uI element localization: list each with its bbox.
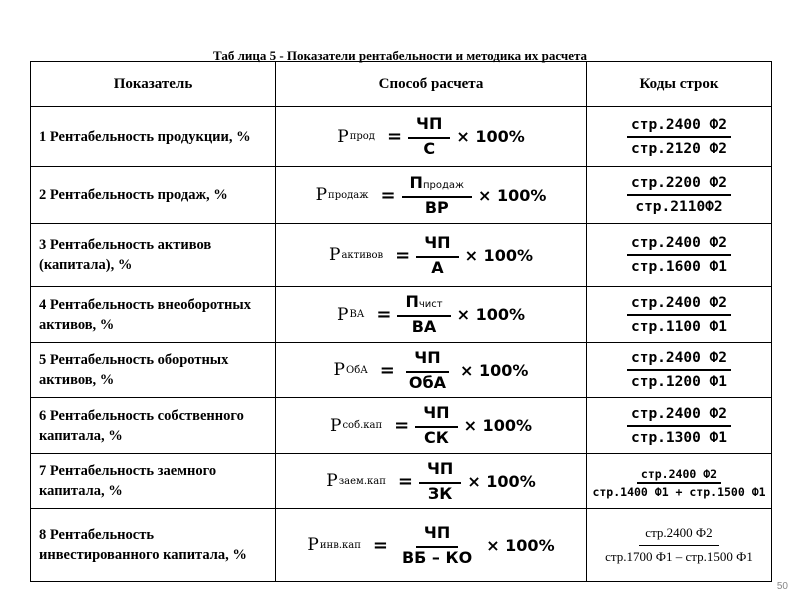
formula-cell bbox=[276, 167, 587, 224]
numerator: ЧП bbox=[406, 349, 448, 373]
codes-cell bbox=[587, 287, 772, 343]
fraction bbox=[419, 460, 461, 503]
multiplier: × 100% bbox=[478, 185, 547, 205]
denominator: А bbox=[431, 257, 444, 277]
formula-symbol: Р bbox=[326, 471, 338, 491]
code-denominator: стр.1400 Ф1 + стр.1500 Ф1 bbox=[592, 484, 766, 499]
codes-cell bbox=[587, 398, 772, 454]
code-denominator: стр.1200 Ф1 bbox=[630, 374, 728, 390]
formula-subscript: соб.кап bbox=[342, 420, 383, 431]
numerator: ЧП bbox=[408, 115, 450, 139]
numerator: Ппродаж bbox=[402, 174, 472, 198]
formula-cell bbox=[276, 107, 587, 167]
profitability-table bbox=[30, 61, 772, 582]
equals-sign: = bbox=[386, 126, 403, 147]
indicator-name: 6 Рентабельность собственного капитала, % bbox=[31, 398, 276, 454]
numerator: Пчист bbox=[397, 293, 450, 317]
denominator: ВА bbox=[411, 317, 437, 336]
equals-sign: = bbox=[379, 359, 395, 381]
table-caption: Таб лица 5 - Показатели рентабельности и методика их расчета bbox=[212, 48, 588, 63]
code-numerator: стр.2400 Ф2 bbox=[627, 116, 731, 138]
denominator: ВР bbox=[424, 197, 449, 217]
code-fraction bbox=[601, 524, 757, 566]
table-row bbox=[31, 167, 772, 224]
fraction bbox=[408, 115, 450, 158]
code-numerator: стр.2200 Ф2 bbox=[627, 174, 731, 196]
formula-symbol: Р bbox=[333, 360, 345, 380]
formula bbox=[307, 524, 554, 567]
codes-cell bbox=[587, 224, 772, 287]
equals-sign: = bbox=[397, 470, 413, 492]
table-header-row bbox=[31, 62, 772, 107]
code-numerator: стр.2400 Ф2 bbox=[627, 405, 731, 427]
column-header-method: Способ расчета bbox=[276, 62, 587, 107]
code-fraction bbox=[627, 405, 731, 447]
equals-sign: = bbox=[376, 304, 392, 325]
code-fraction bbox=[627, 294, 731, 336]
formula-symbol: Р bbox=[307, 535, 319, 555]
code-numerator: стр.2400 Ф2 bbox=[637, 468, 721, 484]
code-denominator: стр.2110Ф2 bbox=[635, 199, 723, 215]
numerator: ЧП bbox=[419, 460, 461, 484]
formula-subscript: инв.кап bbox=[319, 539, 361, 551]
code-fraction bbox=[627, 349, 731, 391]
formula bbox=[334, 349, 529, 392]
formula-subscript: прод bbox=[349, 131, 375, 142]
code-fraction bbox=[627, 116, 731, 158]
indicator-name: 1 Рентабельность продукции, % bbox=[31, 107, 276, 167]
denominator: С bbox=[423, 139, 436, 158]
formula-cell bbox=[276, 343, 587, 398]
denominator: СК bbox=[424, 428, 449, 447]
formula-cell bbox=[276, 287, 587, 343]
codes-cell bbox=[587, 107, 772, 167]
equals-sign: = bbox=[395, 244, 411, 266]
table-row bbox=[31, 287, 772, 343]
numerator: ЧП bbox=[416, 234, 458, 258]
formula-cell bbox=[276, 454, 587, 509]
table-row bbox=[31, 224, 772, 287]
formula bbox=[337, 293, 525, 336]
codes-cell bbox=[587, 454, 772, 509]
code-numerator: стр.2400 Ф2 bbox=[627, 349, 731, 371]
formula-subscript: заем.кап bbox=[338, 475, 386, 487]
indicator-name: 5 Рентабельность оборотных активов, % bbox=[31, 343, 276, 398]
code-fraction bbox=[627, 174, 731, 216]
denominator: ЗК bbox=[427, 483, 453, 503]
multiplier: × 100% bbox=[463, 416, 532, 435]
denominator: ОбА bbox=[408, 372, 447, 392]
formula bbox=[329, 234, 533, 277]
equals-sign: = bbox=[380, 184, 396, 206]
indicator-name: 4 Рентабельность внеоборотных активов, % bbox=[31, 287, 276, 343]
formula-cell bbox=[276, 509, 587, 582]
table-row bbox=[31, 454, 772, 509]
fraction bbox=[397, 293, 450, 336]
code-numerator: стр.2400 Ф2 bbox=[627, 234, 731, 256]
code-numerator: стр.2400 Ф2 bbox=[639, 524, 718, 546]
table-row bbox=[31, 398, 772, 454]
codes-cell bbox=[587, 343, 772, 398]
formula-symbol: Р bbox=[337, 126, 349, 147]
code-numerator: стр.2400 Ф2 bbox=[627, 294, 731, 316]
column-header-indicator: Показатель bbox=[31, 62, 276, 107]
multiplier: × 100% bbox=[456, 127, 525, 146]
multiplier: × 100% bbox=[456, 305, 525, 324]
formula-subscript: ВА bbox=[349, 309, 365, 320]
code-fraction bbox=[627, 234, 731, 276]
equals-sign: = bbox=[394, 415, 410, 436]
fraction bbox=[416, 234, 458, 277]
fraction bbox=[401, 349, 454, 392]
column-header-codes: Коды строк bbox=[587, 62, 772, 107]
page-number: 50 bbox=[776, 581, 788, 592]
multiplier: × 100% bbox=[460, 360, 529, 380]
formula-subscript: активов bbox=[341, 249, 384, 261]
fraction bbox=[402, 174, 472, 217]
denominator: ВБ – КО bbox=[401, 547, 473, 567]
formula bbox=[316, 174, 547, 217]
formula bbox=[330, 404, 532, 447]
table-row bbox=[31, 509, 772, 582]
multiplier: × 100% bbox=[464, 245, 533, 265]
numerator: ЧП bbox=[415, 404, 457, 428]
formula bbox=[326, 460, 535, 503]
table-row bbox=[31, 107, 772, 167]
multiplier: × 100% bbox=[467, 471, 536, 491]
multiplier: × 100% bbox=[486, 535, 555, 555]
formula-cell bbox=[276, 224, 587, 287]
formula-symbol: Р bbox=[337, 304, 349, 325]
formula-symbol: Р bbox=[330, 415, 342, 436]
formula-symbol: Р bbox=[315, 185, 328, 205]
numerator: ЧП bbox=[416, 524, 458, 548]
formula-symbol: Р bbox=[329, 245, 341, 265]
code-denominator: стр.1600 Ф1 bbox=[630, 259, 728, 275]
indicator-name: 3 Рентабельность активов (капитала), % bbox=[31, 224, 276, 287]
formula-cell bbox=[276, 398, 587, 454]
code-denominator: стр.1700 Ф1 – стр.1500 Ф1 bbox=[605, 549, 753, 564]
code-denominator: стр.1100 Ф1 bbox=[630, 318, 728, 335]
formula bbox=[337, 115, 525, 158]
indicator-name: 7 Рентабельность заемного капитала, % bbox=[31, 454, 276, 509]
formula-subscript: продаж bbox=[328, 189, 369, 201]
formula-subscript: ОбА bbox=[346, 364, 368, 376]
code-fraction bbox=[588, 468, 769, 498]
codes-cell bbox=[587, 167, 772, 224]
fraction bbox=[394, 524, 480, 567]
table-row bbox=[31, 343, 772, 398]
code-denominator: стр.2120 Ф2 bbox=[630, 140, 728, 157]
indicator-name: 2 Рентабельность продаж, % bbox=[31, 167, 276, 224]
code-denominator: стр.1300 Ф1 bbox=[630, 429, 728, 446]
equals-sign: = bbox=[372, 534, 388, 556]
indicator-name: 8 Рентабельность инвестированного капитала, % bbox=[31, 509, 276, 582]
codes-cell bbox=[587, 509, 772, 582]
fraction bbox=[415, 404, 457, 447]
